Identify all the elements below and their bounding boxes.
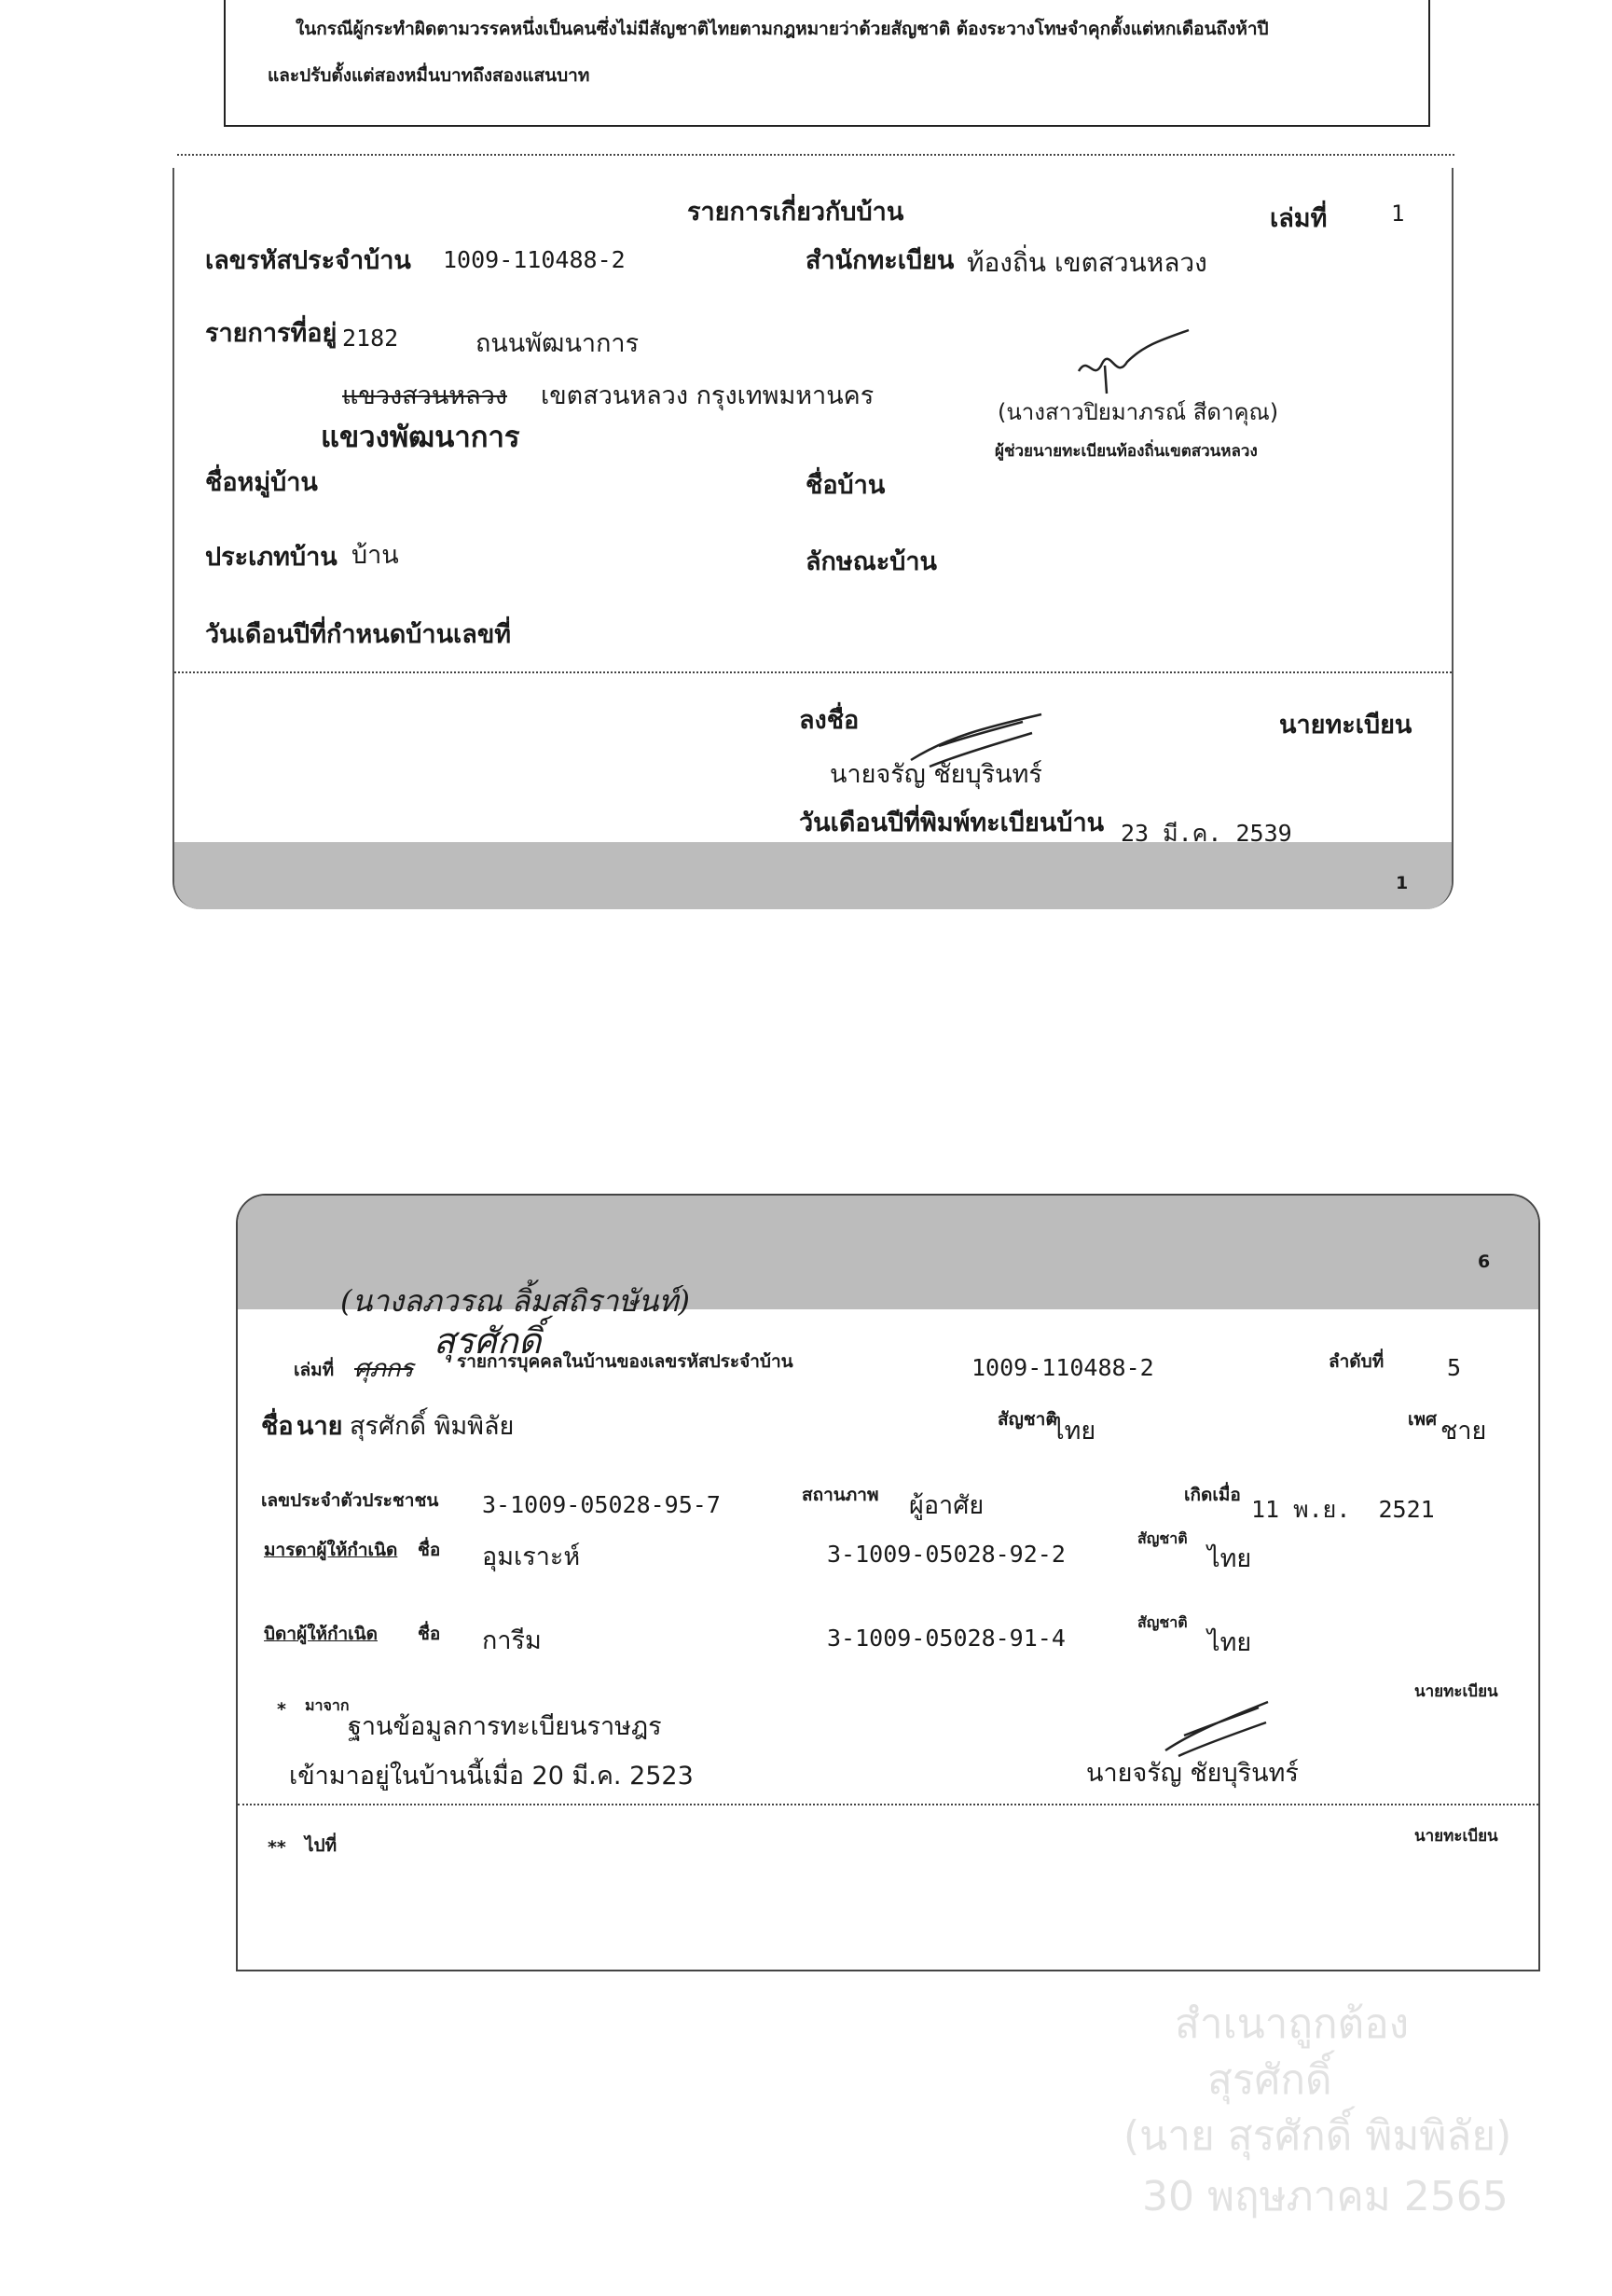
house-type-value: บ้าน — [351, 541, 399, 570]
father-name: การีม — [482, 1626, 542, 1655]
name-prefix: นาย — [296, 1412, 343, 1441]
house-name-label: ชื่อบ้าน — [806, 471, 886, 500]
page-number: 6 — [1478, 1252, 1491, 1272]
book-label: เล่มที่ — [294, 1360, 335, 1380]
registrar-signature — [902, 709, 1051, 783]
father-nationality: ไทย — [1207, 1628, 1252, 1657]
page-edge-divider — [177, 154, 1454, 156]
house-details-card — [172, 168, 1454, 909]
house-feature-label: ลักษณะบ้าน — [806, 547, 937, 576]
handwritten-name: (นางลภวรณ ลิ้มสถิราษันท์) — [340, 1283, 690, 1319]
house-type-label: ประเภทบ้าน — [205, 543, 338, 572]
mother-name-label: ชื่อ — [418, 1540, 441, 1560]
section-divider — [238, 1804, 1538, 1805]
section-divider — [174, 671, 1452, 673]
address-number: 2182 — [342, 325, 399, 352]
father-name-label: ชื่อ — [418, 1624, 441, 1644]
registrar-label-2: นายทะเบียน — [1414, 1827, 1498, 1846]
mother-nationality: ไทย — [1207, 1544, 1252, 1573]
father-label: บิดาผู้ให้กำเนิด — [264, 1624, 378, 1644]
order-value: 5 — [1447, 1354, 1462, 1381]
to-mark: ** — [268, 1837, 286, 1858]
from-value: ฐานข้อมูลการทะเบียนราษฎร — [348, 1712, 662, 1741]
struck-book-value: ศุภกร — [354, 1355, 414, 1383]
sex-value: ชาย — [1440, 1417, 1487, 1445]
address-district-province: เขตสวนหลวง กรุงเทพมหานคร — [541, 381, 875, 410]
person-details-card — [236, 1194, 1540, 1971]
address-road: ถนนพัฒนาการ — [475, 329, 640, 358]
order-label: ลำดับที่ — [1329, 1351, 1385, 1372]
citizen-id-label: เลขประจำตัวประชาชน — [261, 1490, 439, 1511]
certification-date: 30 พฤษภาคม 2565 — [1142, 2173, 1509, 2220]
address-new-subdistrict-stamp: แขวงพัฒนาการ — [321, 421, 520, 454]
warning-text-line-2: และปรับตั้งแต่สองหมื่นบาทถึงสองแสนบาท — [268, 65, 590, 86]
citizen-id-value: 3-1009-05028-95-7 — [482, 1491, 721, 1518]
house-section-title: รายการเกี่ยวกับบ้าน — [687, 198, 904, 227]
number-assigned-date-label: วันเดือนปีที่กำหนดบ้านเลขที่ — [205, 620, 512, 649]
nationality-value: ไทย — [1052, 1417, 1096, 1445]
print-date-value: 23 มี.ค. 2539 — [1121, 820, 1292, 847]
from-mark: * — [277, 1699, 286, 1720]
mother-nationality-label: สัญชาติ — [1137, 1529, 1188, 1547]
father-nationality-label: สัญชาติ — [1137, 1613, 1188, 1631]
status-value: ผู้อาศัย — [909, 1491, 985, 1520]
registrar-label: นายทะเบียน — [1279, 711, 1412, 740]
certification-line-1: สำเนาถูกต้อง — [1175, 2000, 1410, 2048]
from-label: มาจาก — [305, 1696, 350, 1714]
registrar-signer-name: นายจรัญ ชัยบุรินทร์ — [830, 760, 1042, 789]
handwritten-book-value: สุรศักดิ์ — [434, 1321, 542, 1362]
status-label: สถานภาพ — [802, 1485, 879, 1505]
assistant-registrar-title: ผู้ช่วยนายทะเบียนท้องถิ่นเขตสวนหลวง — [995, 442, 1258, 461]
book-label: เล่มที่ — [1270, 204, 1328, 233]
print-date-label: วันเดือนปีที่พิมพ์ทะเบียนบ้าน — [799, 809, 1105, 837]
registrar-label: นายทะเบียน — [1414, 1682, 1498, 1701]
nationality-label: สัญชาติ — [998, 1409, 1057, 1430]
village-name-label: ชื่อหมู่บ้าน — [205, 468, 318, 497]
warning-box — [224, 0, 1430, 127]
book-value: 1 — [1391, 201, 1405, 227]
moved-in-date: เข้ามาอยู่ในบ้านนี้เมื่อ 20 มี.ค. 2523 — [289, 1762, 694, 1791]
address-old-subdistrict: แขวงสวนหลวง — [342, 381, 507, 410]
house-code-value: 1009-110488-2 — [443, 246, 626, 273]
signature-label: ลงชื่อ — [799, 706, 860, 735]
assistant-registrar-signature — [1069, 326, 1209, 401]
person-name: สุรศักดิ์ พิมพิลัย — [350, 1412, 515, 1441]
registry-office-label: สำนักทะเบียน — [806, 246, 955, 275]
house-code-value: 1009-110488-2 — [971, 1354, 1154, 1381]
house-code-label: เลขรหัสประจำบ้าน — [205, 246, 411, 275]
person-list-label: รายการบุคคลในบ้านของเลขรหัสประจำบ้าน — [457, 1351, 793, 1372]
registrar-signature — [1156, 1694, 1277, 1769]
mother-label: มารดาผู้ให้กำเนิด — [264, 1540, 398, 1560]
name-label: ชื่อ — [261, 1412, 294, 1441]
registrar-signer-name: นายจรัญ ชัยบุรินทร์ — [1086, 1759, 1299, 1788]
sex-label: เพศ — [1408, 1409, 1438, 1430]
assistant-registrar-name: (นางสาวปิยมาภรณ์ สีดาคุณ) — [998, 399, 1279, 425]
to-label: ไปที่ — [305, 1835, 338, 1856]
address-label: รายการที่อยู่ — [205, 319, 338, 348]
mother-name: อุมเราะห์ — [482, 1542, 581, 1571]
certification-name: (นาย สุรศักดิ์ พิมพิลัย) — [1123, 2112, 1512, 2160]
page-number: 1 — [1396, 873, 1409, 893]
mother-id: 3-1009-05028-92-2 — [827, 1541, 1066, 1568]
father-id: 3-1009-05028-91-4 — [827, 1625, 1066, 1652]
warning-text-line-1: ในกรณีผู้กระทำผิดตามวรรคหนึ่งเป็นคนซึ่งไม่มีสัญชาติไทยตามกฎหมายว่าด้วยสัญชาติ ต้องระวางโทษจำคุกตั้งแต่หกเดือนถึงห้าปี — [296, 19, 1269, 39]
certification-signature: สุรศักดิ์ — [1207, 2056, 1332, 2104]
registry-office-value: ท้องถิ่น เขตสวนหลวง — [967, 247, 1207, 278]
birth-date-label: เกิดเมื่อ — [1184, 1485, 1241, 1505]
birth-date-value: 11 พ.ย. 2521 — [1251, 1496, 1435, 1523]
